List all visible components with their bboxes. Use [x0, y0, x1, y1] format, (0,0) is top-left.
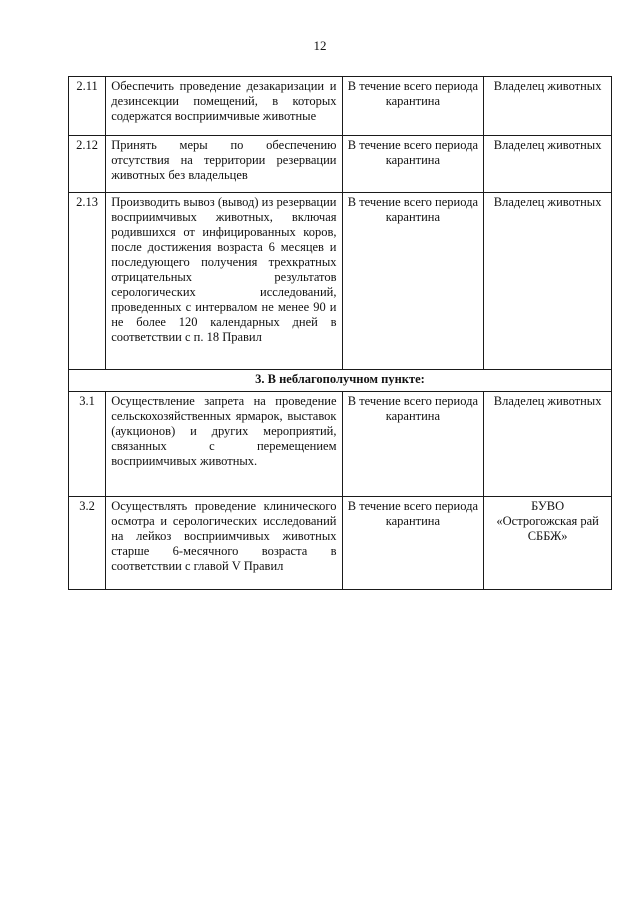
row-action: Осуществление запрета на проведение сельскохозяйственных ярмарок, выставок (аукционов) и других мероприятий, связанных с перемещением восприимчивых животных. [106, 392, 342, 497]
row-action: Осуществлять проведение клинического осмотра и серологических исследований на лейкоз восприимчивых животных старше 6-месячного возраста в соответствии с главой V Правил [106, 497, 342, 590]
row-term: В течение всего периода карантина [342, 136, 484, 193]
row-term: В течение всего периода карантина [342, 77, 484, 136]
table-row [69, 392, 612, 497]
row-responsible: БУВО «Острогожская рай СББЖ» [484, 497, 612, 590]
row-number: 3.2 [69, 497, 106, 590]
row-responsible: Владелец животных [484, 136, 612, 193]
row-number: 2.13 [69, 193, 106, 370]
row-responsible: Владелец животных [484, 77, 612, 136]
row-action: Обеспечить проведение дезакаризации и дезинсекции помещений, в которых содержатся восприимчивые животные [106, 77, 342, 136]
row-number: 2.11 [69, 77, 106, 136]
section-heading-row [69, 370, 612, 392]
table-row [69, 77, 612, 136]
row-term: В течение всего периода карантина [342, 497, 484, 590]
row-action: Производить вывоз (вывод) из резервации восприимчивых животных, включая родившихся от инфицированных коров, после достижения возраста 6 месяцев и последующего получения трехкратных отрицательных результатов серологических исследований, проведенных с интервалом не менее 90 и не более 120 календарных дней в соответствии с п. 18 Правил [106, 193, 342, 370]
row-number: 2.12 [69, 136, 106, 193]
table-row [69, 193, 612, 370]
row-term: В течение всего периода карантина [342, 193, 484, 370]
row-number: 3.1 [69, 392, 106, 497]
row-action: Принять меры по обеспечению отсутствия на территории резервации животных без владельцев [106, 136, 342, 193]
table-row [69, 497, 612, 590]
section-heading: 3. В неблагополучном пункте: [69, 370, 612, 392]
table-row [69, 136, 612, 193]
page-number: 12 [313, 38, 327, 53]
measures-table [68, 76, 612, 590]
row-term: В течение всего периода карантина [342, 392, 484, 497]
row-responsible: Владелец животных [484, 392, 612, 497]
row-responsible: Владелец животных [484, 193, 612, 370]
